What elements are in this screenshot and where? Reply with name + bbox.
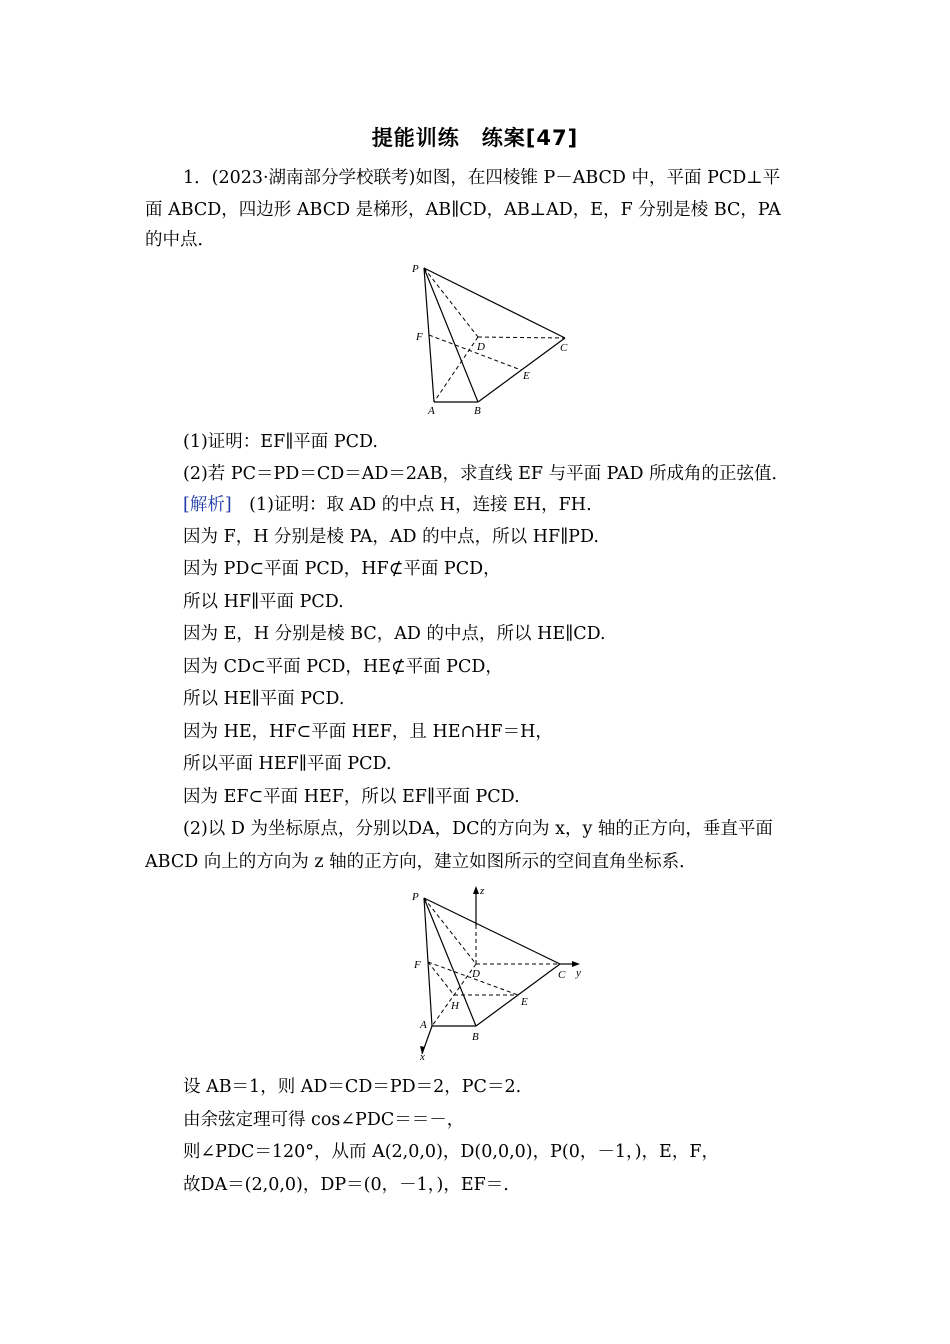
label-F: F [414, 959, 421, 971]
edge-PD [424, 268, 478, 337]
figure-pyramid [410, 260, 580, 420]
label-B: B [472, 1031, 479, 1043]
problem-line-2: 面 ABCD，四边形 ABCD 是梯形，AB∥CD，AB⊥AD，E，F 分别是棱 BC，PA [145, 200, 781, 220]
label-P: P [412, 891, 419, 903]
edge-PC [424, 898, 560, 964]
label-F: F [416, 331, 423, 343]
solution-line-12: ABCD 向上的方向为 z 轴的正方向，建立如图所示的空间直角坐标系． [145, 852, 697, 872]
label-E: E [521, 996, 528, 1008]
solution-line-4: 所以 HF∥平面 PCD. [183, 592, 344, 612]
label-D: D [472, 968, 480, 980]
label-H: H [451, 1000, 459, 1012]
label-A: A [420, 1019, 427, 1031]
label-C: C [558, 969, 566, 981]
solution-line-15: 则∠PDC＝120°，从而 A(2,0,0)，D(0,0,0)，P(0，－1，)，E，F， [183, 1142, 719, 1162]
label-D: D [477, 341, 485, 353]
solution-line-6: 因为 CD⊂平面 PCD，HE⊄平面 PCD， [183, 657, 503, 677]
label-B: B [474, 405, 481, 417]
label-C: C [560, 342, 568, 354]
axis-z-arrow [473, 886, 479, 894]
label-z: z [480, 885, 485, 897]
solution-line-5: 因为 E，H 分别是棱 BC，AD 的中点，所以 HE∥CD. [183, 624, 606, 644]
figure-coordinate-system [408, 882, 593, 1062]
segment-FH [428, 962, 454, 995]
edge-PD [424, 898, 476, 964]
solution-tag: [解析] [183, 495, 232, 515]
label-x: x [420, 1051, 425, 1062]
solution-line-10: 因为 EF⊂平面 HEF，所以 EF∥平面 PCD. [183, 787, 520, 807]
edge-DC [478, 337, 565, 338]
solution-line-1 [183, 493, 592, 517]
problem-line-1: 1．(2023·湖南部分学校联考)如图，在四棱锥 P－ABCD 中，平面 PCD⊥平 [183, 168, 781, 188]
solution-line-2: 因为 F，H 分别是棱 PA，AD 的中点，所以 HF∥PD. [183, 527, 599, 547]
solution-text-1: (1)证明：取 AD 的中点 H，连接 EH，FH. [231, 495, 592, 515]
label-A: A [428, 405, 435, 417]
label-P: P [412, 263, 419, 275]
question-1: (1)证明：EF∥平面 PCD. [183, 432, 378, 452]
label-y: y [576, 967, 581, 979]
solution-line-14: 由余弦定理可得 cos∠PDC＝＝－， [183, 1110, 465, 1130]
solution-line-11: (2)以 D 为坐标原点，分别以DA，DC的方向为 x，y 轴的正方向，垂直平面 [183, 819, 773, 839]
page-title: 提能训练 练案[47] [371, 126, 579, 150]
label-E: E [523, 370, 530, 382]
solution-line-13: 设 AB＝1，则 AD＝CD＝PD＝2，PC＝2. [183, 1077, 522, 1097]
edge-BC [478, 338, 565, 402]
question-2: (2)若 PC＝PD＝CD＝AD＝2AB，求直线 EF 与平面 PAD 所成角的正弦值． [183, 464, 790, 484]
solution-line-7: 所以 HE∥平面 PCD. [183, 689, 345, 709]
problem-line-3: 的中点． [145, 230, 215, 250]
edge-PB [424, 898, 476, 1026]
solution-line-16: 故DA＝(2,0,0)，DP＝(0，－1，)，EF＝. [183, 1175, 509, 1195]
segment-FE [429, 335, 521, 370]
solution-line-9: 所以平面 HEF∥平面 PCD. [183, 754, 392, 774]
solution-line-8: 因为 HE，HF⊂平面 HEF，且 HE∩HF＝H， [183, 722, 553, 742]
edge-PC [424, 268, 565, 338]
solution-line-3: 因为 PD⊂平面 PCD，HF⊄平面 PCD， [183, 559, 501, 579]
